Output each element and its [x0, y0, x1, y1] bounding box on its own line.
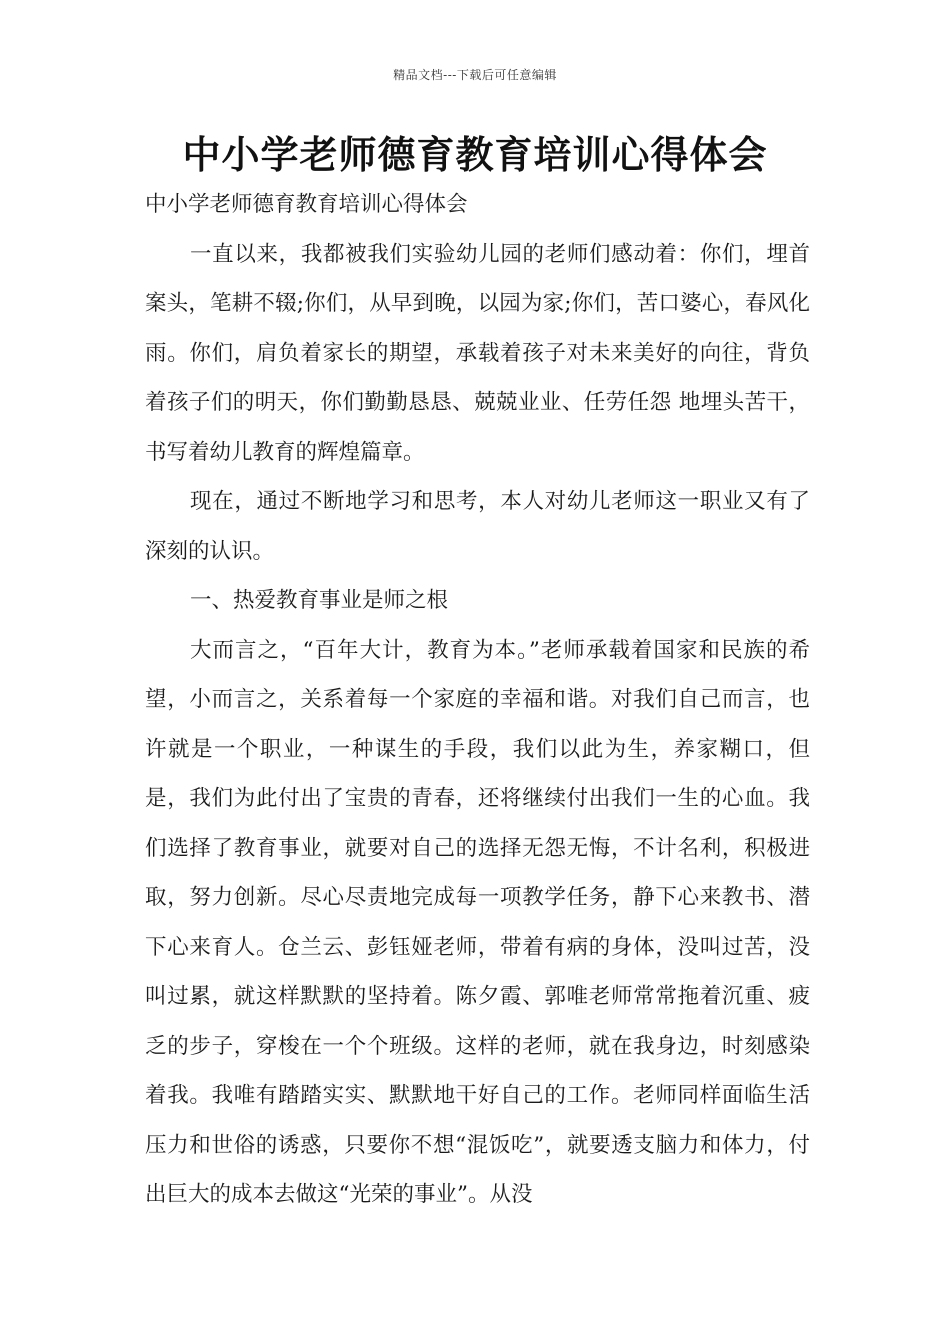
body-paragraph: 一直以来，我都被我们实验幼儿园的老师们感动着：你们，埋首案头，笔耕不辍;你们，从早到晚，以园为家;你们，苦口婆心，春风化雨。你们，肩负着家长的期望，承载着孩子对未来美好的向往，背负着孩子们的明天，你们勤勤恳恳、兢兢业业、任劳任怨 地埋头苦干，书写着幼儿教育的辉煌篇章。	[145, 241, 810, 465]
section-heading: 一、热爱教育事业是师之根	[190, 588, 449, 613]
body-paragraph: 大而言之，“百年大计，教育为本。”老师承载着国家和民族的希望，小而言之，关系着每一个家庭的幸福和谐。对我们自己而言，也许就是一个职业，一种谋生的手段，我们以此为生，养家糊口，但是，我们为此付出了宝贵的青春，还将继续付出我们一生的心血。我们选择了教育事业，就要对自己的选择无怨无悔，不计名利，积极进取，努力创新。尽心尽责地完成每一项教学任务，静下心来教书、潜下心来育人。仓兰云、彭钰娅老师，带着有病的身体，没叫过苦，没叫过累，就这样默默的坚持着。陈夕霞、郭唯老师常常拖着沉重、疲乏的步子，穿梭在一个个班级。这样的老师，就在我身边，时刻感染着我。我唯有踏踏实实、默默地干好自己的工作。老师同样面临生活压力和世俗的诱惑，只要你不想“混饭吃”，就要透支脑力和体力，付出巨大的成本去做这“光荣的事业”。从没	[145, 637, 810, 1207]
body-paragraph: 现在，通过不断地学习和思考，本人对幼儿老师这一职业又有了深刻的认识。	[145, 489, 810, 564]
subtitle-paragraph: 中小学老师德育教育培训心得体会	[145, 192, 468, 217]
document-title: 中小学老师德育教育培训心得体会	[182, 132, 768, 177]
header-note: 精品文档---下载后可任意编辑	[393, 68, 557, 82]
document-body	[145, 180, 810, 1220]
